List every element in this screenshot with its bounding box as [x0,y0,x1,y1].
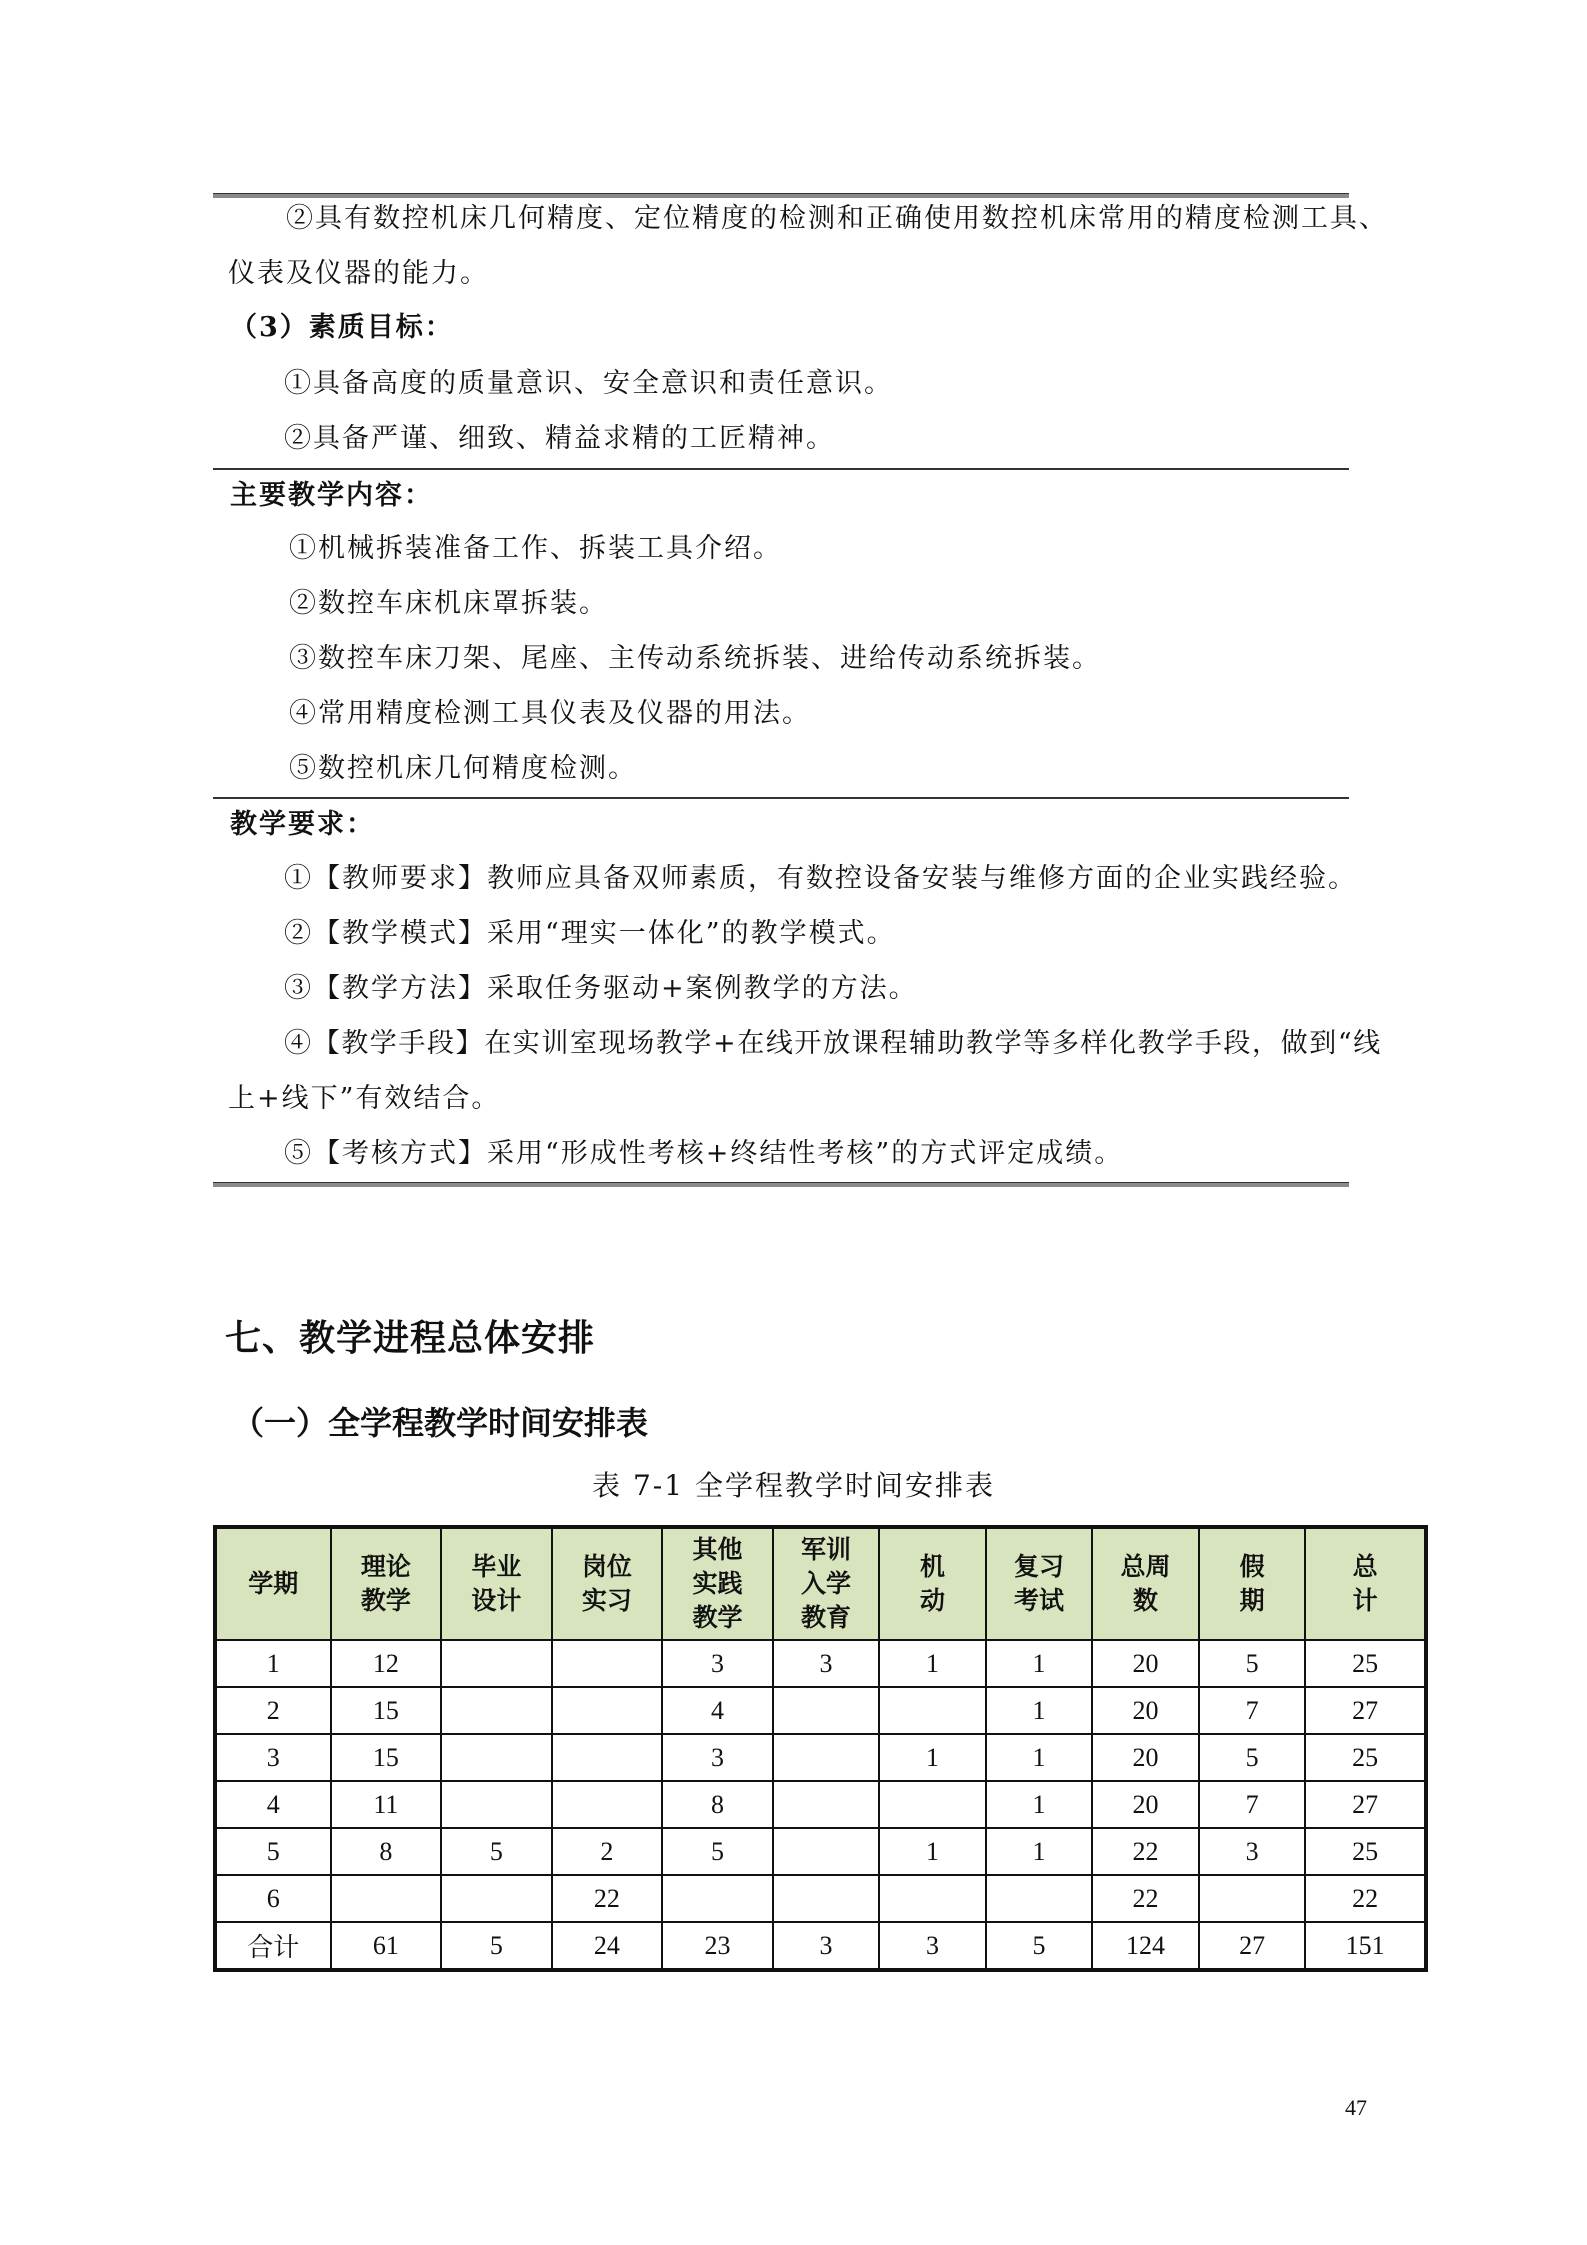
table-cell [441,1734,552,1781]
table-cell: 2 [552,1828,663,1875]
column-header-text: 总 [1352,1552,1378,1581]
table-cell: 5 [215,1828,331,1875]
column-header-text: 入学 [801,1569,852,1598]
table-cell: 25 [1305,1828,1426,1875]
column-header-text: 教学 [692,1603,743,1632]
table-cell [331,1875,442,1922]
table-cell: 12 [331,1640,442,1687]
column-header-text: 计 [1352,1586,1378,1615]
column-header-text: 期 [1239,1586,1265,1615]
column-header-text: 考试 [1014,1586,1065,1615]
table-cell: 6 [215,1875,331,1922]
table-cell [773,1875,880,1922]
column-header-text: 岗位 [581,1552,632,1581]
table-cell: 22 [552,1875,663,1922]
table-cell: 25 [1305,1734,1426,1781]
objective-line-2: 仪表及仪器的能力。 [228,258,489,289]
column-header-text: 其他 [692,1535,743,1564]
column-header [552,1527,663,1640]
table-cell: 5 [662,1828,773,1875]
column-header-text: 教学 [360,1586,411,1615]
table-cell: 20 [1092,1640,1199,1687]
content-item: ④常用精度检测工具仪表及仪器的用法。 [289,698,811,729]
table-cell: 3 [662,1734,773,1781]
bottom-rule [213,1182,1349,1187]
column-header-text: 数 [1133,1586,1159,1615]
content-item: ①机械拆装准备工作、拆装工具介绍。 [289,533,782,564]
table-cell: 5 [986,1922,1093,1970]
table-cell: 1 [986,1734,1093,1781]
quality-item-2: ②具备严谨、细致、精益求精的工匠精神。 [284,423,835,454]
table-row [215,1781,1426,1828]
table-cell [441,1875,552,1922]
table-caption: 表 7-1 全学程教学时间安排表 [592,1469,995,1502]
table-row [215,1687,1426,1734]
table-cell [552,1734,663,1781]
table-cell: 27 [1199,1922,1306,1970]
table-cell [773,1734,880,1781]
page-number: 47 [1345,2095,1367,2120]
column-header-text: 动 [920,1586,946,1615]
section-title: 七、教学进程总体安排 [225,1318,596,1359]
table-cell: 20 [1092,1734,1199,1781]
content-item: ③数控车床刀架、尾座、主传动系统拆装、进给传动系统拆装。 [289,643,1101,674]
table-cell: 23 [662,1922,773,1970]
table-cell: 5 [1199,1640,1306,1687]
section-divider [213,797,1349,799]
table-cell: 3 [879,1922,986,1970]
table-cell: 7 [1199,1687,1306,1734]
table-cell: 151 [1305,1922,1426,1970]
table-row [215,1828,1426,1875]
column-header-text: 复习 [1014,1552,1065,1581]
table-cell: 8 [331,1828,442,1875]
objective-line-1: ②具有数控机床几何精度、定位精度的检测和正确使用数控机床常用的精度检测工具、 [286,203,1388,234]
column-header [1199,1527,1306,1640]
column-header [662,1527,773,1640]
table-cell: 8 [662,1781,773,1828]
subsection-title: （一）全学程教学时间安排表 [232,1404,649,1442]
requirement-item: ②【教学模式】采用“理实一体化”的教学模式。 [284,918,896,949]
column-header-text: 毕业 [471,1552,522,1581]
table-cell: 4 [662,1687,773,1734]
schedule-table [213,1525,1428,1972]
column-header [215,1527,331,1640]
table-cell: 22 [1092,1828,1199,1875]
table-row [215,1640,1426,1687]
table-cell: 11 [331,1781,442,1828]
table-cell: 25 [1305,1640,1426,1687]
table-cell: 5 [1199,1734,1306,1781]
table-cell: 1 [986,1640,1093,1687]
table-cell [1199,1875,1306,1922]
requirement-item: ④【教学手段】在实训室现场教学+在线开放课程辅助教学等多样化教学手段，做到“线 [284,1028,1382,1059]
column-header-text: 机 [920,1552,946,1581]
column-header [986,1527,1093,1640]
table-cell: 15 [331,1734,442,1781]
table-cell: 3 [215,1734,331,1781]
table-cell: 27 [1305,1781,1426,1828]
table-cell: 3 [773,1922,880,1970]
column-header [773,1527,880,1640]
table-cell: 1 [986,1828,1093,1875]
column-header [879,1527,986,1640]
table-cell: 124 [1092,1922,1199,1970]
table-cell: 61 [331,1922,442,1970]
table-cell: 1 [879,1734,986,1781]
table-cell [441,1687,552,1734]
table-row [215,1734,1426,1781]
table-cell: 4 [215,1781,331,1828]
table-cell: 5 [441,1828,552,1875]
table-cell: 15 [331,1687,442,1734]
table-cell: 20 [1092,1781,1199,1828]
requirement-item: ⑤【考核方式】采用“形成性考核+终结性考核”的方式评定成绩。 [284,1138,1124,1169]
table-cell [441,1640,552,1687]
content-item: ⑤数控机床几何精度检测。 [289,753,637,784]
table-cell: 24 [552,1922,663,1970]
table-cell [552,1687,663,1734]
table-cell [552,1781,663,1828]
table-cell [879,1781,986,1828]
table-cell [879,1875,986,1922]
table-cell: 3 [1199,1828,1306,1875]
table-cell: 1 [986,1687,1093,1734]
column-header-text: 理论 [360,1552,411,1581]
column-header-text: 假 [1239,1552,1265,1581]
table-cell: 7 [1199,1781,1306,1828]
table-cell [773,1781,880,1828]
column-header [441,1527,552,1640]
requirement-item-cont: 上+线下”有效结合。 [228,1083,501,1114]
table-cell [552,1640,663,1687]
table-cell: 合计 [215,1922,331,1970]
table-cell: 20 [1092,1687,1199,1734]
table-cell [773,1687,880,1734]
table-cell: 3 [773,1640,880,1687]
quality-heading: （3）素质目标： [230,312,454,343]
requirements-heading: 教学要求： [230,809,375,840]
table-cell: 1 [986,1781,1093,1828]
content-item: ②数控车床机床罩拆装。 [289,588,608,619]
table-cell [441,1781,552,1828]
table-cell: 22 [1092,1875,1199,1922]
table-row [215,1922,1426,1970]
table-cell: 5 [441,1922,552,1970]
requirement-item: ③【教学方法】采取任务驱动+案例教学的方法。 [284,973,918,1004]
table-cell [662,1875,773,1922]
table-cell [879,1687,986,1734]
requirement-item: ①【教师要求】教师应具备双师素质，有数控设备安装与维修方面的企业实践经验。 [284,863,1357,894]
table-row [215,1875,1426,1922]
column-header [1092,1527,1199,1640]
column-header [1305,1527,1426,1640]
table-cell [986,1875,1093,1922]
table-cell: 22 [1305,1875,1426,1922]
table-cell: 1 [879,1640,986,1687]
table-cell: 27 [1305,1687,1426,1734]
column-header-text: 总周 [1120,1552,1171,1581]
column-header-text: 实习 [581,1586,632,1615]
column-header-text: 教育 [801,1603,852,1632]
table-header-row [215,1527,1426,1640]
content-heading: 主要教学内容： [230,480,433,511]
column-header-text: 设计 [471,1586,522,1615]
table-cell [773,1828,880,1875]
section-divider [213,468,1349,470]
column-header-text: 学期 [248,1569,299,1598]
column-header-text: 军训 [801,1535,852,1564]
table-cell: 3 [662,1640,773,1687]
quality-item-1: ①具备高度的质量意识、安全意识和责任意识。 [284,368,893,399]
table-cell: 1 [879,1828,986,1875]
table-cell: 2 [215,1687,331,1734]
column-header-text: 实践 [692,1569,743,1598]
table-cell: 1 [215,1640,331,1687]
column-header [331,1527,442,1640]
